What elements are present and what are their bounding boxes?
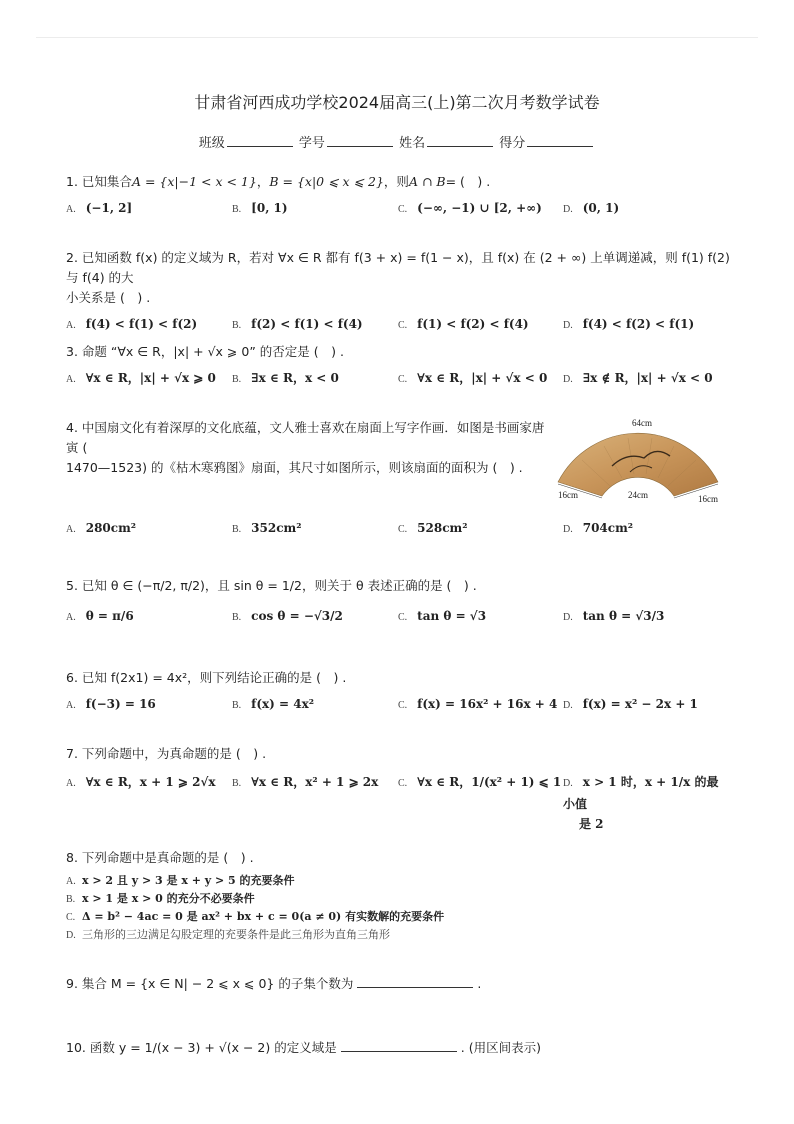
fan-painting-figure	[552, 416, 724, 510]
option-c[interactable]: C. ∀x ∈ R，|x| + √x < 0	[398, 371, 548, 385]
option-b[interactable]: B. x > 1 是 x > 0 的充分不必要条件	[66, 892, 255, 905]
option-d[interactable]: D. x > 1 时，x + 1/x 的最小值 是 2	[563, 775, 719, 831]
fan-label-right: 16cm	[698, 494, 718, 504]
header-divider	[36, 37, 758, 38]
name-label: 姓名	[399, 136, 426, 151]
question-stem: 1. 已知集合A = {x|−1 < x < 1}，B = {x|0 ⩽ x ⩽ 2}，则A ∩ B= ( ) .	[66, 174, 491, 189]
option-a[interactable]: A. θ = π/6	[66, 609, 134, 623]
option-d[interactable]: D. 三角形的三边满足勾股定理的充要条件是此三角形为直角三角形	[66, 928, 390, 941]
option-c[interactable]: C. f(x) = 16x² + 16x + 4	[398, 697, 558, 711]
option-a[interactable]: A. ∀x ∈ R，x + 1 ⩾ 2√x	[66, 775, 216, 789]
question-stem: 7. 下列命题中，为真命题的是 ( ) .	[66, 746, 267, 761]
question-stem: 10. 函数 y = 1/(x − 3) + √(x − 2) 的定义域是 . (用区间表示)	[66, 1040, 541, 1055]
option-d[interactable]: D. ∃x ∉ R，|x| + √x < 0	[563, 371, 713, 385]
name-blank[interactable]	[427, 134, 493, 147]
answer-blank[interactable]	[341, 1039, 457, 1052]
option-b[interactable]: B. f(x) = 4x²	[232, 697, 315, 711]
option-b[interactable]: B. cos θ = −√3/2	[232, 609, 343, 623]
option-c[interactable]: C. f(1) < f(2) < f(4)	[398, 317, 529, 331]
fan-label-top: 64cm	[632, 418, 652, 428]
question-5	[66, 576, 730, 630]
question-1	[66, 172, 730, 222]
question-2	[66, 248, 730, 338]
option-a[interactable]: A. ∀x ∈ R，|x| + √x ⩾ 0	[66, 371, 216, 385]
option-c[interactable]: C. Δ = b² − 4ac = 0 是 ax² + bx + c = 0(a ≠ 0) 有实数解的充要条件	[66, 910, 445, 923]
question-stem: 2. 已知函数 f(x) 的定义域为 R，若对 ∀x ∈ R 都有 f(3 + x) = f(1 − x)，且 f(x) 在 (2 + ∞) 上单调递减，则 f(1) f(2) 与 f(4) 的大 小关系是 ( ) .	[66, 250, 730, 305]
fan-label-bottom: 24cm	[628, 490, 648, 500]
question-6	[66, 668, 730, 718]
question-stem: 5. 已知 θ ∈ (−π/2, π/2)，且 sin θ = 1/2，则关于 θ 表述正确的是 ( ) .	[66, 578, 477, 593]
option-c[interactable]: C. tan θ = √3	[398, 609, 487, 623]
question-10	[66, 1038, 730, 1058]
option-a[interactable]: A. f(4) < f(1) < f(2)	[66, 317, 198, 331]
question-8	[66, 848, 730, 944]
options	[66, 694, 730, 718]
options	[66, 606, 730, 630]
fan-label-left: 16cm	[558, 490, 578, 500]
question-4-options	[66, 518, 730, 542]
options	[66, 198, 730, 222]
question-stem: 9. 集合 M = {x ∈ N| − 2 ⩽ x ⩽ 0} 的子集个数为 .	[66, 976, 482, 991]
option-b[interactable]: B. 352cm²	[232, 521, 302, 535]
option-b[interactable]: B. ∀x ∈ R，x² + 1 ⩾ 2x	[232, 775, 379, 789]
options	[66, 368, 730, 392]
options	[66, 772, 730, 831]
question-4	[66, 418, 546, 478]
option-c[interactable]: C. ∀x ∈ R，1/(x² + 1) ⩽ 1	[398, 775, 562, 789]
student-info-bar	[0, 132, 794, 151]
option-c[interactable]: C. (−∞, −1) ∪ [2, +∞)	[398, 201, 542, 215]
option-b[interactable]: B. f(2) < f(1) < f(4)	[232, 317, 363, 331]
question-9	[66, 974, 730, 994]
fan-surface	[558, 433, 718, 496]
question-stem: 8. 下列命题中是真命题的是 ( ) .	[66, 850, 254, 865]
question-3	[66, 342, 730, 392]
option-a[interactable]: A. x > 2 且 y > 3 是 x + y > 5 的充要条件	[66, 874, 295, 887]
id-label: 学号	[298, 136, 325, 151]
options	[66, 314, 730, 338]
option-a[interactable]: A. f(−3) = 16	[66, 697, 156, 711]
score-label: 得分	[499, 136, 526, 151]
option-a[interactable]: A. 280cm²	[66, 521, 137, 535]
question-stem: 3. 命题 “∀x ∈ R，|x| + √x ⩾ 0” 的否定是 ( ) .	[66, 344, 344, 359]
option-b[interactable]: B. [0, 1)	[232, 201, 288, 215]
class-blank[interactable]	[227, 134, 293, 147]
answer-blank[interactable]	[357, 975, 473, 988]
option-d[interactable]: D. tan θ = √3/3	[563, 609, 665, 623]
question-stem: 4. 中国扇文化有着深厚的文化底蕴，文人雅士喜欢在扇面上写字作画．如图是书画家唐寅 ( 1470—1523) 的《枯木寒鸦图》扇面，其尺寸如图所示，则该扇面的面积为 ( ) .	[66, 420, 545, 475]
options	[66, 518, 730, 542]
option-b[interactable]: B. ∃x ∈ R，x < 0	[232, 371, 339, 385]
page-title: 甘肃省河西成功学校2024届高三(上)第二次月考数学试卷	[194, 93, 600, 112]
option-d[interactable]: D. f(4) < f(2) < f(1)	[563, 317, 695, 331]
option-d[interactable]: D. f(x) = x² − 2x + 1	[563, 697, 698, 711]
option-a[interactable]: A. (−1, 2]	[66, 201, 133, 215]
options	[66, 872, 730, 944]
option-d[interactable]: D. 704cm²	[563, 521, 634, 535]
class-label: 班级	[198, 136, 225, 151]
id-blank[interactable]	[327, 134, 393, 147]
question-7	[66, 744, 730, 831]
option-c[interactable]: C. 528cm²	[398, 521, 468, 535]
option-d[interactable]: D. (0, 1)	[563, 201, 620, 215]
question-stem: 6. 已知 f(2x1) = 4x²，则下列结论正确的是 ( ) .	[66, 670, 347, 685]
score-blank[interactable]	[527, 134, 593, 147]
